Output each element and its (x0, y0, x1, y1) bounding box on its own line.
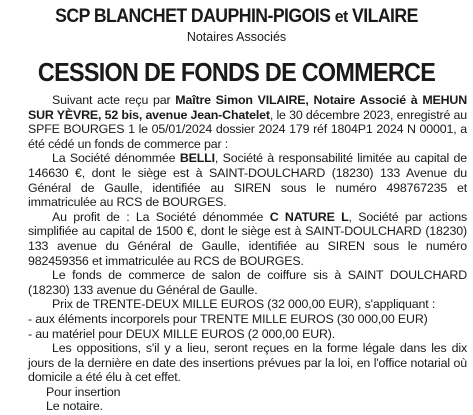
notary-name: Maître Simon VILAIRE, Notaire Associé à MEHUN SUR YÈVRE, 52 bis, avenue Jean-Chatelet (28, 93, 467, 122)
price-item-intangible: - aux éléments incorporels pour TRENTE MILLE EUROS (30 000,00 EUR) (28, 311, 428, 326)
seller-intro: La Société dénommée (52, 151, 180, 166)
paragraph-seller (28, 151, 467, 209)
buyer-name: C NATURE L (269, 209, 349, 224)
paragraph-price: Prix de TRENTE-DEUX MILLE EUROS (32 000,00 EUR), s'appliquant : (52, 297, 436, 312)
notice-title: CESSION DE FONDS DE COMMERCE (37, 57, 436, 87)
firm-subtitle: Notaires Associés (186, 30, 287, 44)
seller-name: BELLI (179, 151, 215, 166)
firm-name-second: VILAIRE (352, 6, 418, 27)
notice-body (28, 93, 467, 414)
paragraph-business: Le fonds de commerce de salon de coiffure sis à SAINT DOULCHARD (18230) 133 avenue du Général de Gaulle. (28, 268, 467, 297)
paragraph-oppositions: Les oppositions, s'il y a lieu, seront reçues en la forme légale dans les dix jours de la dernière en date des insertions prévues par la loi, en l'office notarial où domicile a été élu à cet effet. (28, 341, 467, 385)
firm-name-et: et (334, 7, 348, 26)
paragraph-buyer (28, 210, 467, 268)
seller-details: , Société à responsabilité limitée au capital de 146630 €, dont le siège est à SAINT-DOULCHARD (18230) 133 Avenue du Général de Gaulle, identifiée au SIREN sous le numéro 498767235 et immatriculée au RCS de BOURGES. (28, 151, 467, 210)
buyer-details: , Société par actions simplifiée au capital de 1500 €, dont le siège est à SAINT-DOULCHARD (18230) 133 avenue du Général de Gaulle, identifiée au SIREN sous le numéro 982459356 et immatriculée au RCS de BOURGES. (28, 209, 467, 268)
firm-name-main: SCP BLANCHET DAUPHIN-PIGOIS (55, 6, 331, 27)
deed-intro: Suivant acte reçu par (52, 93, 176, 107)
closing-signature: Le notaire. (46, 399, 103, 414)
price-item-equipment: - au matériel pour DEUX MILLE EUROS (2 000,00 EUR). (28, 326, 336, 341)
buyer-intro: Au profit de : La Société dénommée (52, 209, 270, 224)
firm-name (22, 6, 451, 28)
deed-details: , le 30 décembre 2023, enregistré au SPFE BOURGES 1 le 05/01/2024 dossier 2024 179 réf 1804P1 2024 N 00001, a été cédé un fonds de commerce par : (28, 107, 467, 151)
paragraph-deed (28, 93, 467, 151)
closing-insertion: Pour insertion (46, 384, 121, 399)
